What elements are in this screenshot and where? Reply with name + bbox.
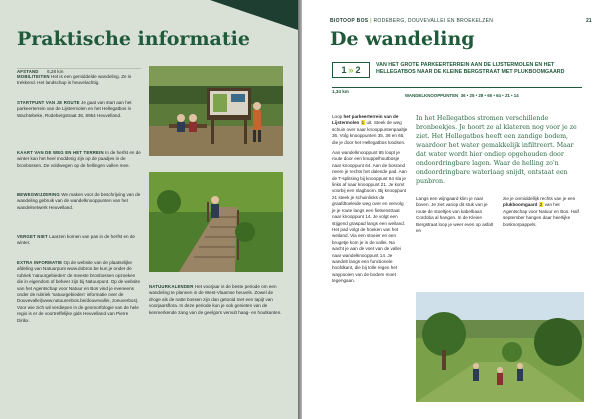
photo-signboard bbox=[149, 66, 283, 156]
photo-boardwalk bbox=[149, 172, 283, 272]
info-item: BEWEGWIJZERING We maken voor de beschrijving van de wandeling gebruik van de wandelknooppunten van het wandelnetwerk Heuvelland. bbox=[17, 192, 141, 210]
info-quote: In het Hellegatbos stromen verschillende bronbeekjes. Je hoort ze al klateren nog voor je ze ziet. Het Hellegatbos heeft een zandige bodem, waardoor het water gemakkelijk infiltreert. Maar dat water wordt hier ondiep opgehouden door ondoordringbare lagen. Waar de helling zo'n ondoordringbare waterlaag snijdt, ontstaat een punbron. bbox=[416, 115, 577, 185]
info-item: KAART VAN DE WEG EN HET TERREIN In de herfst en de winter kan het heel modderig zijn op de paadjes in de bronbossen. De voldwegen op de hellingen vallen mee. bbox=[17, 150, 141, 168]
page-number: 21 bbox=[586, 18, 592, 24]
info-item: EXTRA INFORMATIE Op de website van de plaatselijke afdeling van Natuurpunt www.dobron.be kun je onder de rubriek 'natuurgebieden' de meeste bronbossen opzoeken die in eigendom of beheer zijn bij Natuurpunt. Op de website van het Agentschap voor Natuur en Bos vind je eveneens onder de rubriek 'natuurgebieden' informatie over de Douvevallei(www.natuurenbos.be/douvevallei, zoeuverbos). Voor wie zich wil verdiepen in de geomorfologie van de hele regio is er de voortreffelijke gids Heuvelland van Pierre Dirikx. bbox=[17, 260, 141, 323]
page-title-right: De wandeling bbox=[330, 28, 475, 50]
route-text-col3: zie je onmiddellijk rechts van je een plukboomgaard 2 van het Agentschap voor Natuur en Bos. Half september hangen daar heerlijke bosknorpappels. bbox=[503, 196, 579, 227]
route-distance: 1,34 km bbox=[332, 89, 349, 94]
running-header: BIOTOOP BOS | RODEBERG, DOUVEVALLEI EN BROEKELZEN bbox=[330, 18, 494, 24]
route-rule bbox=[332, 87, 582, 88]
info-item: VERGET NIET Laarzen komen van pas in de herfst en de winter. bbox=[17, 234, 135, 246]
route-text-col1: Loop het parkeerterrein van de Lijstermolen 1 uit. Steek de weg schuin over naar knooppuntenpaaltje 36. Volg knooppunten 35, 36 en 65, die je door het Hellegatbos loodsen. Aan wandelknooppunt 65 loopt je route door een knuppelhoutbosje naar knooppunt 64. Aan de bosrand neem je rechts het dalende pad. Aan de T-splitsing bij knooppunt 64 sla je links af naar knooppunt 21. Je komt voorbij een slagboom. Bij knooppunt 21 steek je schuinlinks de graafdtoeleide weg over en vervolg je je route langs een fietsenstraat naar knooppunt 14. Je volgt een stijgend graspad langs een weiland. Het pad volgt de hoeken van het weiland. Via een stoeier en een brugetje kom je in de vallei. Na wacht je aan de voet van de vallei naar wandelknooppunt 14. Je wandelt langs een functionele hoofdkant, die bij tolle regen het waypooien van de bodem moet tegengaan. bbox=[332, 114, 408, 284]
info-item: STARTPUNT VAN JE ROUTE Je gaat van start aan het parkeerterrein van de Lijstermolen en het Hellegatbos in Wachtebeke, Rodebergstraat 36, 8954 Heuvelland. bbox=[17, 100, 132, 118]
route-nodes: WANDELKNOOPPUNTEN 36 • 25 • 28 • 65 • 64 • 21 • 14 bbox=[405, 93, 519, 98]
info-afstand: AFSTAND 6,28 km bbox=[17, 69, 64, 74]
left-page bbox=[0, 0, 298, 419]
corner-decoration bbox=[210, 0, 298, 30]
photo-orchard bbox=[416, 292, 584, 402]
info-item: MOBILITEITEN Het is een gemiddelde wandeling. Ze is trekkend. Het landschap is heuvelachtig. bbox=[17, 74, 132, 86]
route-text-col2: Langs een wijngaard klim je naar boven. Je ziet vanop dit stuk van je route de stoeltjes van kabelbaan Cordoba al hangen. In de Kleine Bergstraat loop je weer even op asfalt en bbox=[416, 196, 494, 234]
route-title: VAN HET GROTE PARKEERTERREIN AAN DE LIJSTERMOLEN EN HET HELLEGATBOS NAAR DE KLEINE BERGSTRAAT MET PLUKBOOMGAARD bbox=[376, 62, 565, 75]
natuurkalender: NATUURKALENDER Het voorjaar is de beste periode om een wandeling te plannen in de West-Vlaamse heuvels. Zowel de droge als de natte bossen zijn dan getooid met een tapijt van voorjaarsflora. In deze periode kun je ook genieten van de kenmerkende zang van de geelgors vervult haag- en houtkanten. bbox=[149, 284, 282, 315]
route-badge: 1 » 2 bbox=[332, 62, 370, 78]
page-title-left: Praktische informatie bbox=[17, 28, 250, 50]
divider bbox=[17, 68, 141, 69]
